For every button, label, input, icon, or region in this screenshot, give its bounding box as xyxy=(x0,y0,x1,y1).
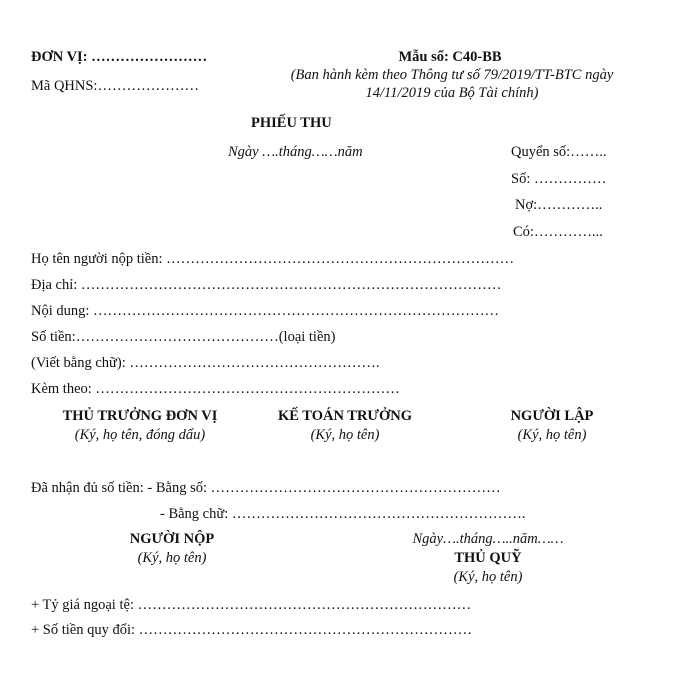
treasurer-note: (Ký, họ tên) xyxy=(453,569,523,585)
page-title: PHIẾU THU xyxy=(251,115,332,131)
received-amount-number: Đã nhận đủ số tiền: - Bằng số: …………………………………………………… xyxy=(31,480,501,496)
address-field: Địa chỉ: …………………………………………………………………………… xyxy=(31,277,502,293)
content-field: Nội dung: ………………………………………………………………………… xyxy=(31,303,500,319)
amount-in-words-field: (Viết bằng chữ): ……………………………………………. xyxy=(31,355,380,371)
received-amount-words: - Bằng chữ: ……………………………………………………. xyxy=(160,506,526,522)
don-vi-label: ĐƠN VỊ: …………………… xyxy=(31,49,208,65)
preparer-note: (Ký, họ tên) xyxy=(517,427,587,443)
payer-note: (Ký, họ tên) xyxy=(137,550,207,566)
no-field: Nợ:………….. xyxy=(515,197,603,213)
converted-amount-field: + Số tiền quy đổi: …………………………………………………………… xyxy=(31,622,473,638)
date-line: Ngày ….tháng……năm xyxy=(228,144,363,160)
attachment-field: Kèm theo: ……………………………………………………… xyxy=(31,381,400,397)
payer-name-field: Họ tên người nộp tiền: ……………………………………………………………… xyxy=(31,251,515,267)
exchange-rate-field: + Tỷ giá ngoại tệ: …………………………………………………………… xyxy=(31,597,472,613)
chief-accountant-note: (Ký, họ tên) xyxy=(310,427,380,443)
quyen-so-field: Quyển số:…….. xyxy=(511,144,607,160)
issuance-note-line2: 14/11/2019 của Bộ Tài chính) xyxy=(365,85,539,101)
preparer-title: NGƯỜI LẬP xyxy=(510,408,594,424)
co-field: Có:…………... xyxy=(513,224,603,240)
ma-qhns-label: Mã QHNS:………………… xyxy=(31,78,199,94)
amount-field: Số tiền:……………………………………(loại tiền) xyxy=(31,329,336,345)
treasurer-title: THỦ QUỸ xyxy=(454,550,522,566)
unit-head-title: THỦ TRƯỞNG ĐƠN VỊ xyxy=(62,408,218,424)
form-code: Mẫu số: C40-BB xyxy=(398,49,502,65)
issuance-note-line1: (Ban hành kèm theo Thông tư số 79/2019/TT-BTC ngày xyxy=(290,67,614,83)
treasurer-date-line: Ngày….tháng…..năm…… xyxy=(412,531,564,547)
chief-accountant-title: KẾ TOÁN TRƯỞNG xyxy=(277,408,413,424)
unit-head-note: (Ký, họ tên, đóng dấu) xyxy=(74,427,206,443)
so-field: Số: …………… xyxy=(511,171,607,187)
payer-title: NGƯỜI NỘP xyxy=(129,531,215,547)
